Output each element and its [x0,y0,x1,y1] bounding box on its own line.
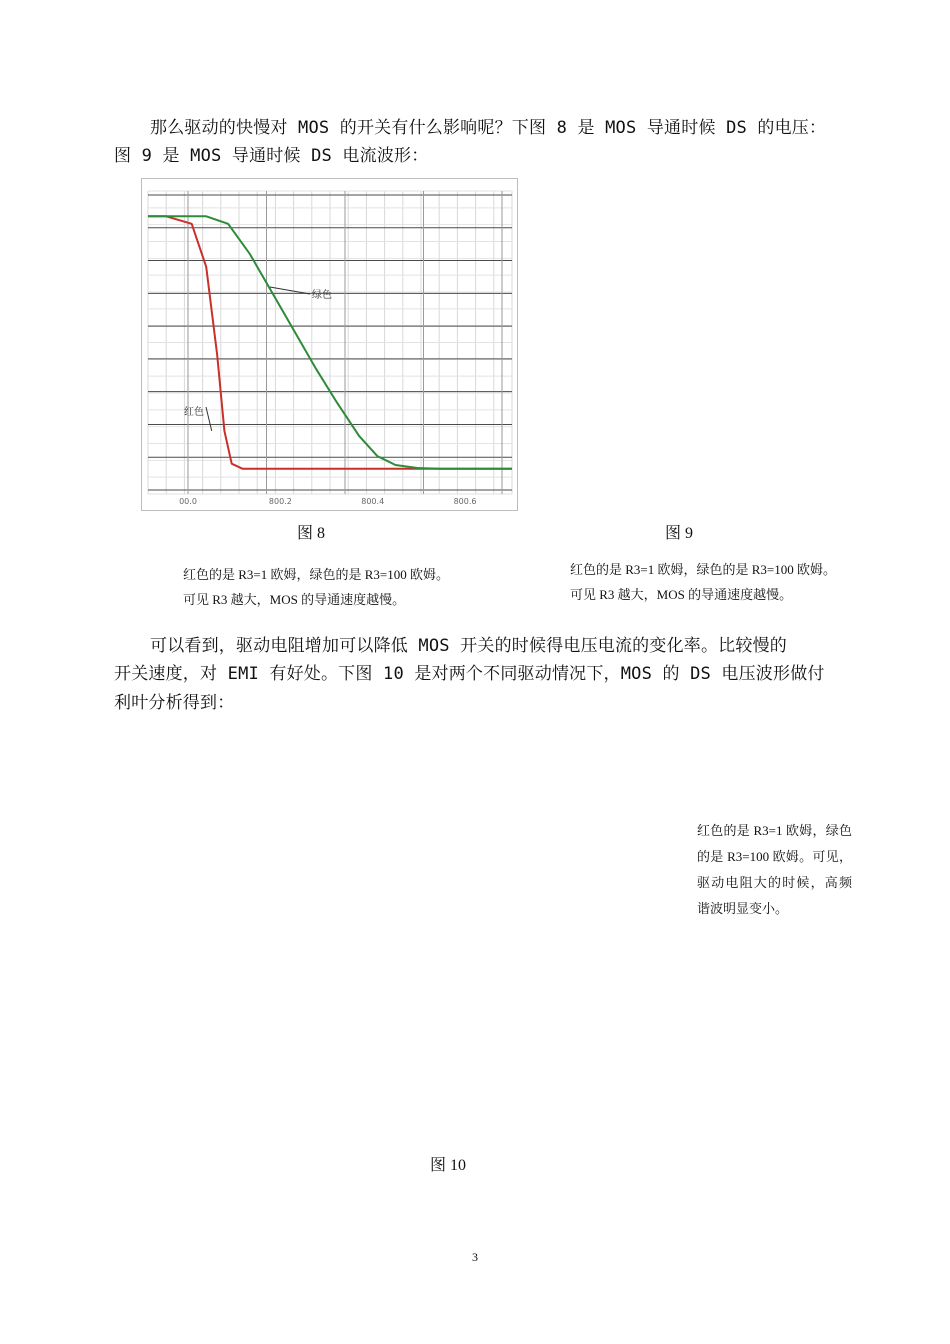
annotation-leader-red [206,407,212,431]
figure-8-note-line-2: 可见 R3 越大，MOS 的导通速度越慢。 [183,592,406,607]
paragraph-2-line-1: 可以看到，驱动电阻增加可以降低 MOS 开关的时候得电压电流的变化率。比较慢的 [150,636,787,656]
paragraph-2-line-2: 开关速度，对 EMI 有好处。下图 10 是对两个不同驱动情况下，MOS 的 DS 电压波形做付 [114,664,825,684]
figure-10-note: 红色的是 R3=1 欧姆，绿色的是 R3=100 欧姆。可见，驱动电阻大的时候，高频谐波明显变小。 [697,823,852,916]
annotation-label-red: 红色 [184,407,204,418]
x-tick-label: 800.6 [453,497,477,506]
voltage-waveform-chart [142,179,517,510]
paragraph-1-line-2: 图 9 是 MOS 导通时候 DS 电流波形： [114,146,429,166]
x-tick-label: 00.0 [179,497,197,506]
page-number: 3 [472,1250,478,1264]
figure-10-caption: 图 10 [430,1157,467,1174]
paragraph-2-line-3: 利叶分析得到： [114,693,235,713]
x-tick-label: 800.2 [268,497,292,506]
figure-8-note-line-1: 红色的是 R3=1 欧姆，绿色的是 R3=100 欧姆。 [183,567,450,582]
annotation-label-green: 绿色 [312,290,332,301]
figure-9-note-line-1: 红色的是 R3=1 欧姆，绿色的是 R3=100 欧姆。 [570,562,837,577]
figure-8-caption: 图 8 [297,525,326,542]
figure-9-note-line-2: 可见 R3 越大，MOS 的导通速度越慢。 [570,587,793,602]
paragraph-1-line-1: 那么驱动的快慢对 MOS 的开关有什么影响呢？下图 8 是 MOS 导通时候 DS 的电压： [150,118,827,138]
figure-9-caption: 图 9 [665,525,694,542]
x-tick-label: 800.4 [361,497,385,506]
figure-8-chart [141,178,518,511]
